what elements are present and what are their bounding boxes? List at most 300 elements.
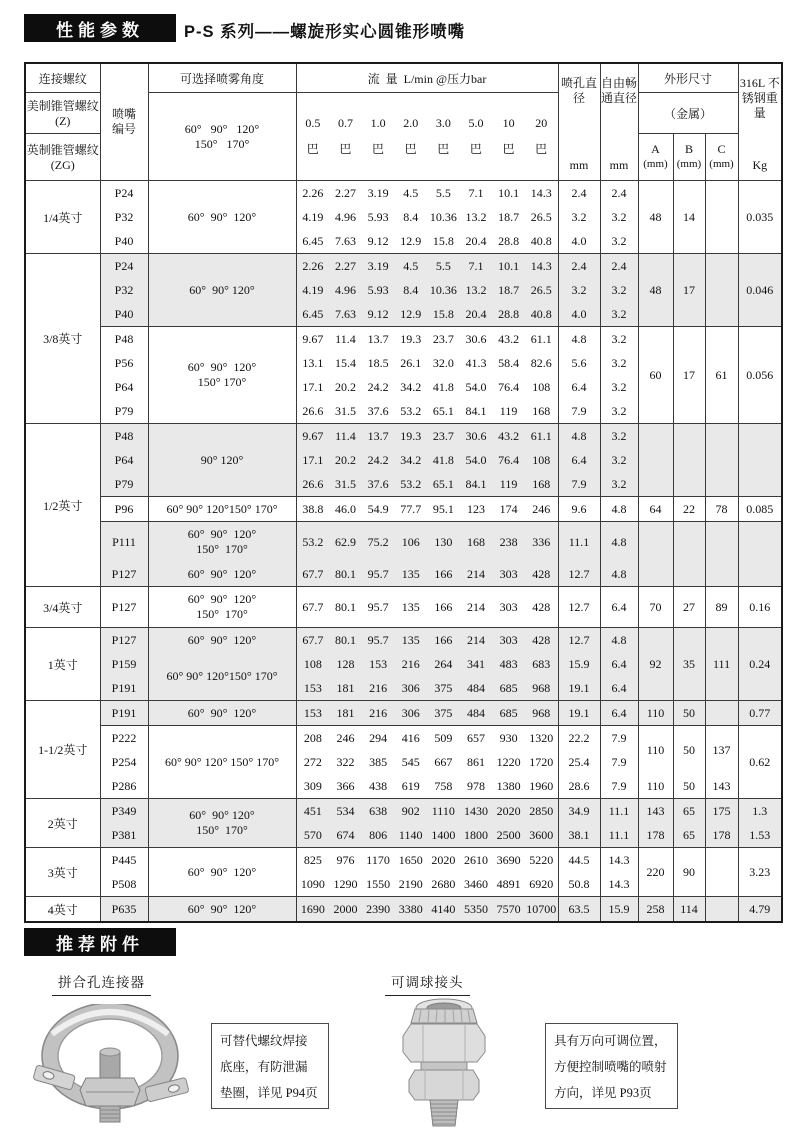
table-row <box>25 424 782 449</box>
clamp-connector-label: 拼合孔连接器 <box>52 971 151 996</box>
flow-value: 1650 <box>398 852 423 867</box>
flow-value: 7.1 <box>468 185 484 200</box>
flow-value: 41.8 <box>432 452 454 467</box>
flow-value: 106 <box>401 534 420 549</box>
spec-table-body <box>25 181 782 923</box>
free-passage-cell: 3.2 <box>600 448 638 472</box>
flow-value: 53.2 <box>400 403 422 418</box>
flow-value: 24.2 <box>367 452 389 467</box>
free-passage-cell: 3.2 <box>600 278 638 302</box>
flow-value: 30.6 <box>465 331 487 346</box>
flow-value: 2.27 <box>334 185 356 200</box>
flow-value: 28.8 <box>498 233 520 248</box>
nozzle-cell: P254 <box>100 750 148 774</box>
header-dim-b: B (mm) <box>673 134 705 181</box>
flow-value: 6920 <box>529 876 554 891</box>
flow-value: 2680 <box>431 876 456 891</box>
weight-cell: 0.035 <box>738 181 782 254</box>
flow-value: 451 <box>303 803 322 818</box>
flow-value: 8.4 <box>403 282 419 297</box>
flow-value: 37.6 <box>367 403 389 418</box>
dim-b-cell: 65 <box>673 799 705 824</box>
flow-value: 5.5 <box>435 185 451 200</box>
orifice-cell: 9.6 <box>558 497 600 522</box>
angle-cell: 60° 90° 120°150° 170° <box>148 497 296 522</box>
nozzle-cell: P56 <box>100 351 148 375</box>
flow-value: 76.4 <box>498 452 520 467</box>
flow-value: 168 <box>532 476 551 491</box>
nozzle-cell: P24 <box>100 181 148 206</box>
flow-cell <box>296 399 558 424</box>
angle-cell: 60° 90° 120°150° 170° <box>148 652 296 701</box>
angle-cell: 60° 90° 120° <box>148 848 296 897</box>
flow-cell <box>296 254 558 279</box>
weight-cell: 1.3 <box>738 799 782 824</box>
nozzle-cell: P381 <box>100 823 148 848</box>
flow-cell <box>296 774 558 799</box>
dim-c-cell: 178 <box>705 823 738 848</box>
table-row <box>25 181 782 206</box>
free-passage-cell: 3.2 <box>600 327 638 352</box>
angle-cell: 60° 90° 120° 150° 170° <box>148 522 296 563</box>
flow-cell <box>296 799 558 824</box>
pressure-unit-row <box>297 140 558 157</box>
dim-b-cell <box>673 522 705 587</box>
flow-value: 18.7 <box>498 282 520 297</box>
flow-value: 1430 <box>463 803 488 818</box>
flow-value: 181 <box>336 680 355 695</box>
flow-value: 61.1 <box>530 428 552 443</box>
flow-value: 80.1 <box>334 599 356 614</box>
performance-params-title: 性能参数 <box>24 14 176 42</box>
flow-value: 37.6 <box>367 476 389 491</box>
header-thread-uk: 英制锥管螺纹 (ZG) <box>25 134 100 181</box>
weight-cell: 0.085 <box>738 497 782 522</box>
angle-cell: 60° 90° 120° 150° 170° <box>148 327 296 424</box>
dim-b-cell: 17 <box>673 327 705 424</box>
flow-value: 54.0 <box>465 452 487 467</box>
pressure-unit: 巴 <box>404 142 417 156</box>
flow-value: 5350 <box>463 901 488 916</box>
dim-a-cell: 60 <box>638 327 673 424</box>
header-nozzle-no: 喷嘴编号 <box>100 63 148 181</box>
flow-cell <box>296 351 558 375</box>
flow-value: 428 <box>532 566 551 581</box>
dim-c-cell <box>705 848 738 897</box>
flow-value: 2020 <box>431 852 456 867</box>
orifice-cell: 7.9 <box>558 399 600 424</box>
flow-value: 11.4 <box>335 428 356 443</box>
flow-cell <box>296 587 558 628</box>
flow-value: 294 <box>369 730 388 745</box>
flow-value: 758 <box>434 778 453 793</box>
flow-value: 166 <box>434 566 453 581</box>
thread-size-cell: 1英寸 <box>25 628 100 701</box>
orifice-cell: 28.6 <box>558 774 600 799</box>
flow-value: 8.4 <box>403 209 419 224</box>
flow-value: 2.26 <box>302 185 324 200</box>
flow-value: 65.1 <box>432 476 454 491</box>
table-row <box>25 823 782 848</box>
flow-value: 34.2 <box>400 452 422 467</box>
flow-value: 2610 <box>463 852 488 867</box>
header-pressure-values <box>296 93 558 181</box>
flow-value: 23.7 <box>432 331 454 346</box>
free-passage-cell: 6.4 <box>600 587 638 628</box>
flow-value: 95.7 <box>367 566 389 581</box>
free-passage-cell: 4.8 <box>600 562 638 587</box>
nozzle-cell: P191 <box>100 701 148 726</box>
nozzle-cell: P222 <box>100 726 148 751</box>
flow-value: 428 <box>532 632 551 647</box>
flow-value: 62.9 <box>334 534 356 549</box>
pressure-unit: 巴 <box>306 142 319 156</box>
dim-a-cell: 258 <box>638 897 673 923</box>
flow-value: 174 <box>499 501 518 516</box>
angle-cell: 60° 90° 120° 150° 170° <box>148 726 296 799</box>
weight-cell: 0.046 <box>738 254 782 327</box>
flow-value: 20.2 <box>334 379 356 394</box>
flow-value: 20.4 <box>465 233 487 248</box>
flow-value: 1400 <box>431 827 456 842</box>
free-passage-cell: 6.4 <box>600 652 638 676</box>
flow-value: 6.45 <box>302 306 324 321</box>
flow-value: 135 <box>401 566 420 581</box>
flow-value: 570 <box>303 827 322 842</box>
orifice-cell: 15.9 <box>558 652 600 676</box>
flow-value: 14.3 <box>530 258 552 273</box>
flow-value: 43.2 <box>498 331 520 346</box>
pressure-unit: 巴 <box>437 142 450 156</box>
table-row <box>25 522 782 563</box>
flow-value: 18.7 <box>498 209 520 224</box>
dim-b-cell: 50 <box>673 701 705 726</box>
flow-value: 20.4 <box>465 306 487 321</box>
nozzle-cell: P48 <box>100 327 148 352</box>
flow-value: 638 <box>369 803 388 818</box>
header-angle-values: 60° 90° 120° 150° 170° <box>148 93 296 181</box>
spec-table-header <box>25 63 782 181</box>
flow-value: 214 <box>466 566 485 581</box>
orifice-cell: 12.7 <box>558 587 600 628</box>
thread-size-cell: 3/8英寸 <box>25 254 100 424</box>
dim-c-cell: 78 <box>705 497 738 522</box>
dim-a-cell: 220 <box>638 848 673 897</box>
ball-joint-illustration <box>398 994 490 1132</box>
flow-value: 4.5 <box>403 185 419 200</box>
flow-value: 208 <box>303 730 322 745</box>
dim-a-cell: 110 <box>638 726 673 775</box>
ball-joint-description: 具有万向可调位置， 方便控制喷嘴的喷射 方向，详见 P93页 <box>545 1023 678 1109</box>
flow-cell <box>296 701 558 726</box>
flow-value: 4.19 <box>302 209 324 224</box>
flow-value: 119 <box>499 476 518 491</box>
flow-value: 309 <box>303 778 322 793</box>
flow-value: 1380 <box>496 778 521 793</box>
recommended-accessories-title: 推荐附件 <box>24 928 176 956</box>
dim-b-cell: 50 <box>673 726 705 775</box>
flow-value: 3460 <box>463 876 488 891</box>
flow-cell <box>296 726 558 751</box>
orifice-cell: 4.8 <box>558 327 600 352</box>
flow-cell <box>296 327 558 352</box>
flow-value: 976 <box>336 852 355 867</box>
flow-value: 19.3 <box>400 428 422 443</box>
orifice-cell: 4.8 <box>558 424 600 449</box>
free-passage-cell: 3.2 <box>600 205 638 229</box>
weight-cell: 0.16 <box>738 587 782 628</box>
flow-value: 534 <box>336 803 355 818</box>
flow-value: 7.63 <box>334 306 356 321</box>
weight-cell: 0.24 <box>738 628 782 701</box>
flow-cell <box>296 181 558 206</box>
dim-c-cell <box>705 181 738 254</box>
flow-value: 4.96 <box>334 282 356 297</box>
angle-cell: 60° 90° 120° <box>148 254 296 327</box>
flow-value: 509 <box>434 730 453 745</box>
orifice-cell: 19.1 <box>558 676 600 701</box>
flow-value: 166 <box>434 599 453 614</box>
angle-cell: 60° 90° 120° 150° 170° <box>148 799 296 848</box>
flow-cell <box>296 676 558 701</box>
table-row <box>25 799 782 824</box>
flow-value: 483 <box>499 656 518 671</box>
flow-value: 674 <box>336 827 355 842</box>
nozzle-cell: P111 <box>100 522 148 563</box>
table-row <box>25 726 782 751</box>
flow-cell <box>296 750 558 774</box>
flow-value: 67.7 <box>302 632 324 647</box>
flow-value: 26.5 <box>530 209 552 224</box>
pressure-row <box>297 116 558 131</box>
flow-value: 806 <box>369 827 388 842</box>
flow-value: 3600 <box>529 827 554 842</box>
table-row <box>25 587 782 628</box>
nozzle-cell: P64 <box>100 375 148 399</box>
flow-value: 135 <box>401 632 420 647</box>
pressure-unit: 巴 <box>469 142 482 156</box>
flow-value: 416 <box>401 730 420 745</box>
flow-value: 80.1 <box>334 632 356 647</box>
flow-value: 2850 <box>529 803 554 818</box>
flow-value: 968 <box>532 705 551 720</box>
flow-value: 130 <box>434 534 453 549</box>
thread-size-cell: 3英寸 <box>25 848 100 897</box>
flow-value: 82.6 <box>530 355 552 370</box>
flow-value: 84.1 <box>465 403 487 418</box>
flow-value: 31.5 <box>334 476 356 491</box>
flow-value: 214 <box>466 599 485 614</box>
flow-value: 3.19 <box>367 185 389 200</box>
orifice-cell: 11.1 <box>558 522 600 563</box>
flow-value: 1090 <box>300 876 325 891</box>
series-title: P-S 系列——螺旋形实心圆锥形喷嘴 <box>184 23 466 41</box>
header-free-passage-dia: 自由畅通直径 mm <box>600 63 638 181</box>
weight-cell: 0.056 <box>738 327 782 424</box>
flow-value: 10.1 <box>498 185 520 200</box>
flow-value: 246 <box>336 730 355 745</box>
flow-value: 303 <box>499 599 518 614</box>
flow-value: 902 <box>401 803 420 818</box>
flow-value: 1800 <box>463 827 488 842</box>
flow-value: 2390 <box>366 901 391 916</box>
flow-value: 9.12 <box>367 306 389 321</box>
dim-c-cell <box>705 424 738 497</box>
nozzle-cell: P32 <box>100 278 148 302</box>
flow-value: 683 <box>532 656 551 671</box>
flow-value: 41.3 <box>465 355 487 370</box>
flow-value: 2190 <box>398 876 423 891</box>
dim-b-cell: 17 <box>673 254 705 327</box>
flow-value: 67.7 <box>302 599 324 614</box>
flow-cell <box>296 652 558 676</box>
flow-cell <box>296 522 558 563</box>
flow-value: 9.67 <box>302 428 324 443</box>
free-passage-cell: 7.9 <box>600 726 638 751</box>
flow-value: 166 <box>434 632 453 647</box>
flow-value: 54.0 <box>465 379 487 394</box>
header-flow-title: 流 量 L/min @压力bar <box>296 63 558 93</box>
flow-value: 17.1 <box>302 452 324 467</box>
flow-value: 46.0 <box>334 501 356 516</box>
angle-cell: 60° 90° 120° <box>148 701 296 726</box>
flow-value: 76.4 <box>498 379 520 394</box>
nozzle-cell: P48 <box>100 424 148 449</box>
flow-value: 385 <box>369 754 388 769</box>
pressure-unit: 巴 <box>502 142 515 156</box>
flow-value: 38.8 <box>302 501 324 516</box>
flow-value: 153 <box>303 680 322 695</box>
dim-c-cell <box>705 897 738 923</box>
flow-value: 75.2 <box>367 534 389 549</box>
dim-b-cell: 35 <box>673 628 705 701</box>
flow-value: 306 <box>401 705 420 720</box>
nozzle-cell: P79 <box>100 399 148 424</box>
header-dim-a: A (mm) <box>638 134 673 181</box>
flow-value: 5220 <box>529 852 554 867</box>
ball-joint-label: 可调球接头 <box>385 971 470 996</box>
weight-cell <box>738 424 782 497</box>
flow-value: 1220 <box>496 754 521 769</box>
flow-value: 1550 <box>366 876 391 891</box>
flow-value: 5.5 <box>435 258 451 273</box>
table-row <box>25 897 782 923</box>
dim-a-cell: 48 <box>638 254 673 327</box>
header-dim-c: C (mm) <box>705 134 738 181</box>
table-row <box>25 774 782 799</box>
flow-cell <box>296 229 558 254</box>
dim-c-cell: 61 <box>705 327 738 424</box>
flow-value: 428 <box>532 599 551 614</box>
thread-size-cell: 1/4英寸 <box>25 181 100 254</box>
header-dims-title: 外形尺寸 <box>638 63 738 93</box>
dim-c-cell <box>705 701 738 726</box>
flow-value: 978 <box>466 778 485 793</box>
angle-cell: 60° 90° 120° <box>148 181 296 254</box>
table-row <box>25 254 782 279</box>
flow-value: 545 <box>401 754 420 769</box>
flow-value: 95.1 <box>432 501 454 516</box>
header-orifice-dia: 喷孔直径 mm <box>558 63 600 181</box>
weight-cell: 3.23 <box>738 848 782 897</box>
flow-value: 181 <box>336 705 355 720</box>
flow-value: 375 <box>434 680 453 695</box>
header-angle-title: 可选择喷雾角度 <box>148 63 296 93</box>
orifice-cell: 19.1 <box>558 701 600 726</box>
flow-value: 108 <box>532 452 551 467</box>
flow-value: 15.8 <box>432 233 454 248</box>
flow-value: 4.96 <box>334 209 356 224</box>
flow-value: 264 <box>434 656 453 671</box>
angle-cell: 60° 90° 120° <box>148 897 296 923</box>
dim-c-cell: 111 <box>705 628 738 701</box>
flow-value: 19.3 <box>400 331 422 346</box>
flow-value: 619 <box>401 778 420 793</box>
nozzle-cell: P32 <box>100 205 148 229</box>
weight-cell: 0.62 <box>738 726 782 799</box>
free-passage-cell: 7.9 <box>600 750 638 774</box>
header-thread-title: 连接螺纹 <box>25 63 100 93</box>
flow-value: 18.5 <box>367 355 389 370</box>
nozzle-cell: P286 <box>100 774 148 799</box>
flow-value: 13.7 <box>367 331 389 346</box>
dim-a-cell <box>638 522 673 587</box>
flow-value: 26.6 <box>302 403 324 418</box>
flow-value: 20.2 <box>334 452 356 467</box>
thread-size-cell: 2英寸 <box>25 799 100 848</box>
flow-value: 123 <box>466 501 485 516</box>
table-row <box>25 327 782 352</box>
flow-value: 2020 <box>496 803 521 818</box>
nozzle-cell: P635 <box>100 897 148 923</box>
dim-c-cell: 143 <box>705 774 738 799</box>
flow-value: 968 <box>532 680 551 695</box>
flow-value: 825 <box>303 852 322 867</box>
flow-value: 9.67 <box>302 331 324 346</box>
nozzle-cell: P127 <box>100 562 148 587</box>
orifice-cell: 22.2 <box>558 726 600 751</box>
flow-cell <box>296 848 558 873</box>
pressure-value: 2.0 <box>403 116 419 130</box>
pressure-value: 0.5 <box>305 116 321 130</box>
flow-value: 7.63 <box>334 233 356 248</box>
flow-value: 272 <box>303 754 322 769</box>
flow-value: 306 <box>401 680 420 695</box>
flow-value: 30.6 <box>465 428 487 443</box>
dim-a-cell <box>638 424 673 497</box>
orifice-cell: 12.7 <box>558 562 600 587</box>
flow-value: 5.93 <box>367 282 389 297</box>
pressure-value: 5.0 <box>468 116 484 130</box>
flow-value: 3690 <box>496 852 521 867</box>
nozzle-cell: P127 <box>100 628 148 653</box>
weight-cell: 0.77 <box>738 701 782 726</box>
angle-cell: 60° 90° 120° 150° 170° <box>148 587 296 628</box>
orifice-cell: 3.2 <box>558 205 600 229</box>
angle-cell: 90° 120° <box>148 424 296 497</box>
orifice-cell: 4.0 <box>558 302 600 327</box>
pressure-value: 1.0 <box>370 116 386 130</box>
flow-value: 26.6 <box>302 476 324 491</box>
flow-value: 119 <box>499 403 518 418</box>
flow-value: 135 <box>401 599 420 614</box>
flow-value: 23.7 <box>432 428 454 443</box>
nozzle-cell: P79 <box>100 472 148 497</box>
flow-value: 58.4 <box>498 355 520 370</box>
flow-value: 108 <box>532 379 551 394</box>
flow-value: 12.9 <box>400 306 422 321</box>
orifice-cell: 34.9 <box>558 799 600 824</box>
